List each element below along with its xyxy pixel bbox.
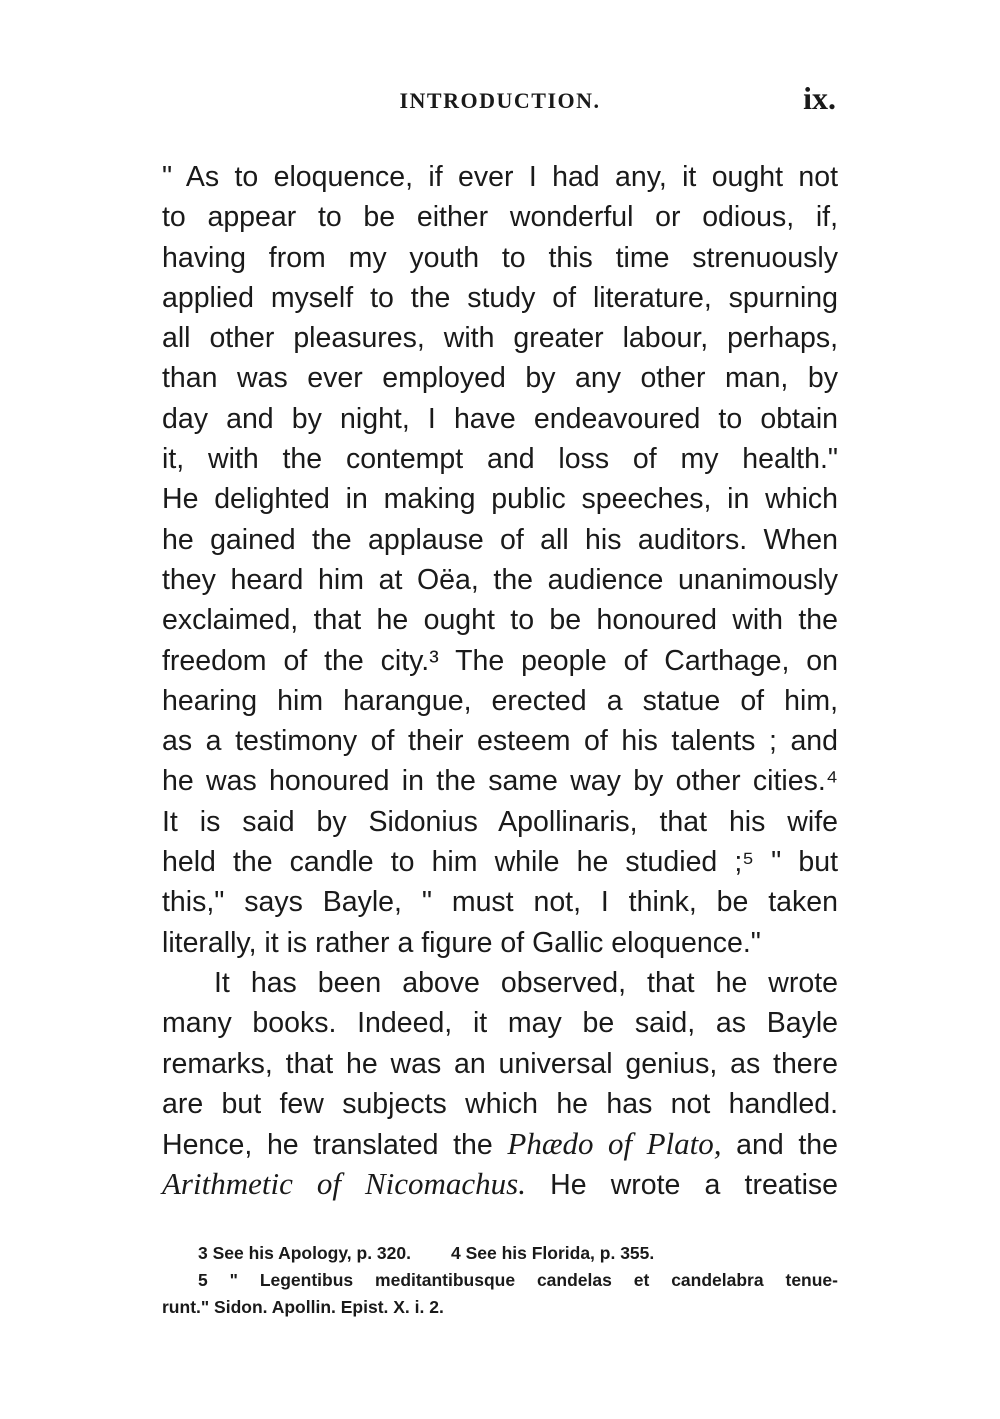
text-line: freedom of the city.³ The people of Carthage, on	[162, 644, 838, 677]
footnotes	[162, 1240, 838, 1321]
text-line: as a testimony of their esteem of his talents ; and	[162, 725, 838, 758]
text-line: applied myself to the study of literature, spurning	[162, 281, 838, 314]
text-line: many books. Indeed, it may be said, as Bayle	[162, 1007, 838, 1040]
line-text: and the	[721, 1129, 838, 1162]
text-line: than was ever employed by any other man, by	[162, 362, 838, 395]
book-title-phaedo: Phædo of Plato,	[507, 1126, 722, 1162]
text-line: literally, it is rather a figure of Gallic eloquence."	[162, 926, 761, 959]
book-title-arithmetic: Arithmetic of Nicomachus.	[162, 1166, 526, 1202]
text-line: having from my youth to this time strenuously	[162, 241, 838, 274]
text-line: day and by night, I have endeavoured to obtain	[162, 402, 838, 435]
text-line: this," says Bayle, " must not, I think, be taken	[162, 886, 838, 919]
footnote-row	[162, 1240, 838, 1267]
page-number: ix.	[803, 80, 836, 116]
text-line: he gained the applause of all his auditors. When	[162, 523, 838, 556]
line-text: He wrote a treatise	[525, 1169, 838, 1202]
text-line: to appear to be either wonderful or odious, if,	[162, 201, 838, 234]
footnote-3: 3 See his Apology, p. 320.	[198, 1243, 411, 1263]
text-line: held the candle to him while he studied ;⁵ " but	[162, 846, 838, 879]
body-text	[162, 157, 838, 1205]
text-line: remarks, that he was an universal genius, as there	[162, 1047, 838, 1080]
text-line: It is said by Sidonius Apollinaris, that his wife	[162, 805, 838, 838]
text-line-with-title	[162, 1164, 838, 1204]
text-line: " As to eloquence, if ever I had any, it ought not	[162, 161, 838, 193]
text-line-with-title	[162, 1124, 838, 1164]
footnote-5-line-2: runt." Sidon. Apollin. Epist. X. i. 2.	[162, 1297, 444, 1317]
footnote-5-line-1: 5 " Legentibus meditantibusque candelas et candelabra tenue-	[198, 1270, 838, 1290]
running-head: INTRODUCTION.	[399, 88, 601, 113]
text-line: he was honoured in the same way by other cities.⁴	[162, 765, 838, 798]
footnote-4: 4 See his Florida, p. 355.	[450, 1243, 655, 1263]
text-line: hearing him harangue, erected a statue of him,	[162, 684, 838, 717]
page-header	[160, 80, 840, 124]
text-line: all other pleasures, with greater labour, perhaps,	[162, 322, 838, 355]
line-text: Hence, he translated the	[162, 1129, 508, 1162]
paragraph-start-line: It has been above observed, that he wrote	[214, 966, 838, 999]
text-line: He delighted in making public speeches, in which	[162, 483, 838, 516]
text-line: exclaimed, that he ought to be honoured with the	[162, 604, 838, 637]
text-line: it, with the contempt and loss of my health."	[162, 443, 838, 476]
text-line: are but few subjects which he has not handled.	[162, 1087, 838, 1120]
text-line: they heard him at Oëa, the audience unanimously	[162, 563, 838, 596]
